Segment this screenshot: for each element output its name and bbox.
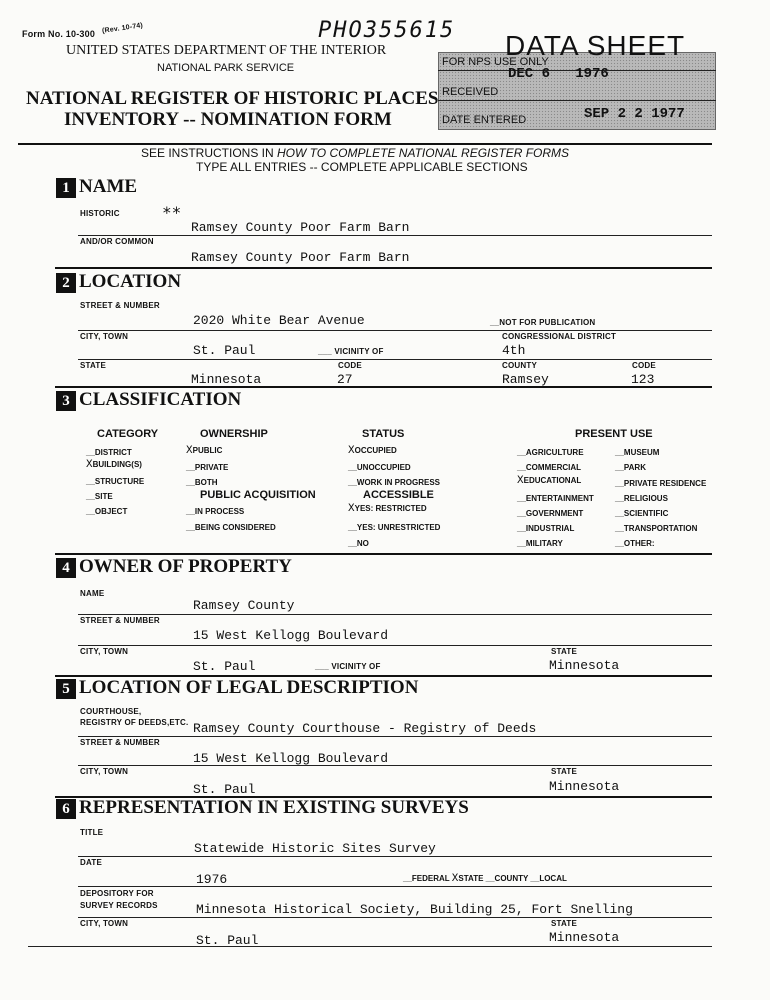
registry-of-deeds-label: REGISTRY OF DEEDS,ETC.	[80, 718, 189, 727]
courthouse-label: COURTHOUSE,	[80, 707, 142, 716]
survey-date-label: DATE	[80, 858, 102, 867]
category-structure[interactable]: __STRUCTURE	[86, 477, 145, 486]
category-buildings[interactable]: XBUILDING(S)	[86, 459, 142, 471]
historic-label: HISTORIC	[80, 209, 120, 218]
use-park[interactable]: __PARK	[615, 463, 646, 472]
survey-city-label: CITY, TOWN	[80, 919, 129, 928]
rule	[78, 886, 712, 887]
status-heading: STATUS	[362, 428, 405, 440]
handwritten-id: PHO355615	[318, 18, 456, 43]
rule	[78, 765, 712, 766]
section-rule	[55, 553, 712, 555]
county-value: Ramsey	[502, 372, 549, 387]
status-work-in-progress[interactable]: __WORK IN PROGRESS	[348, 478, 441, 487]
section-title-legal-description: LOCATION OF LEGAL DESCRIPTION	[79, 677, 419, 698]
survey-title-label: TITLE	[80, 828, 104, 837]
rule	[78, 736, 712, 737]
legal-city-label: CITY, TOWN	[80, 767, 129, 776]
status-unoccupied[interactable]: __UNOCCUPIED	[348, 463, 411, 472]
common-name-value: Ramsey County Poor Farm Barn	[191, 250, 410, 265]
section-number-5: 5	[56, 679, 76, 699]
owner-city-value: St. Paul	[193, 659, 256, 674]
use-transportation[interactable]: __TRANSPORTATION	[615, 524, 698, 533]
accessible-yes-restricted[interactable]: XYES: RESTRICTED	[348, 503, 427, 515]
use-military[interactable]: __MILITARY	[517, 539, 563, 548]
state-label: STATE	[80, 361, 107, 370]
owner-name-label: NAME	[80, 589, 105, 598]
survey-state-label: STATE	[551, 919, 578, 928]
form-title-line2: INVENTORY -- NOMINATION FORM	[64, 109, 392, 130]
use-other[interactable]: __OTHER:	[615, 539, 655, 548]
county-code-label: CODE	[632, 361, 656, 370]
survey-level-checks[interactable]: __FEDERAL XSTATE __COUNTY __LOCAL	[403, 873, 567, 885]
use-private-residence[interactable]: __PRIVATE RESIDENCE	[615, 479, 707, 488]
section-number-4: 4	[56, 558, 76, 578]
category-heading: CATEGORY	[97, 428, 159, 440]
acquisition-in-process[interactable]: __IN PROCESS	[186, 507, 245, 516]
owner-name-value: Ramsey County	[193, 598, 295, 613]
section-title-surveys: REPRESENTATION IN EXISTING SURVEYS	[79, 797, 469, 818]
owner-street-value: 15 West Kellogg Boulevard	[193, 628, 389, 643]
public-acquisition-heading: PUBLIC ACQUISITION	[200, 489, 316, 501]
courthouse-value: Ramsey County Courthouse - Registry of Deeds	[193, 721, 537, 736]
rule	[78, 235, 712, 236]
ownership-private[interactable]: __PRIVATE	[186, 463, 229, 472]
rule	[78, 359, 712, 360]
use-agriculture[interactable]: __AGRICULTURE	[517, 448, 584, 457]
ownership-heading: OWNERSHIP	[200, 428, 268, 440]
date-entered-label: DATE ENTERED	[442, 114, 527, 126]
rule	[78, 330, 712, 331]
state-code-label: CODE	[338, 361, 362, 370]
owner-vicinity-label: ___ VICINITY OF	[315, 662, 381, 671]
depository-label-line1: DEPOSITORY FOR	[80, 889, 154, 898]
use-religious[interactable]: __RELIGIOUS	[615, 494, 668, 503]
acquisition-being-considered[interactable]: __BEING CONSIDERED	[186, 523, 276, 532]
owner-state-value: Minnesota	[549, 658, 620, 673]
data-sheet-stamp: DATA SHEET	[505, 30, 686, 61]
legal-city-value: St. Paul	[193, 782, 256, 797]
received-label: RECEIVED	[442, 86, 499, 98]
footer-rule	[28, 946, 712, 947]
depository-label-line2: SURVEY RECORDS	[80, 901, 158, 910]
service-name: NATIONAL PARK SERVICE	[157, 62, 295, 74]
owner-state-label: STATE	[551, 647, 578, 656]
historic-name-value: Ramsey County Poor Farm Barn	[191, 220, 410, 235]
accessible-heading: ACCESSIBLE	[363, 489, 434, 501]
ownership-public[interactable]: XPUBLIC	[186, 445, 223, 457]
rule	[78, 645, 712, 646]
nps-use-only-label: FOR NPS USE ONLY	[442, 56, 549, 68]
section-number-2: 2	[56, 273, 76, 293]
status-occupied[interactable]: XOCCUPIED	[348, 445, 397, 457]
county-label: COUNTY	[502, 361, 537, 370]
legal-street-label: STREET & NUMBER	[80, 738, 160, 747]
section-title-name: NAME	[79, 176, 138, 197]
section-number-6: 6	[56, 799, 76, 819]
legal-street-value: 15 West Kellogg Boulevard	[193, 751, 389, 766]
state-value: Minnesota	[191, 372, 262, 387]
nps-divider-2	[438, 100, 716, 101]
handwritten-asterisks: **	[162, 203, 182, 222]
use-entertainment[interactable]: __ENTERTAINMENT	[517, 494, 594, 503]
accessible-no[interactable]: __NO	[348, 539, 369, 548]
rule	[78, 614, 712, 615]
section-title-classification: CLASSIFICATION	[79, 389, 242, 410]
owner-city-label: CITY, TOWN	[80, 647, 129, 656]
state-code-value: 27	[337, 372, 353, 387]
survey-date-value: 1976	[196, 872, 228, 887]
street-number-value: 2020 White Bear Avenue	[193, 313, 365, 328]
form-number: Form No. 10-300	[22, 29, 96, 39]
section-number-3: 3	[56, 391, 76, 411]
congressional-district-label: CONGRESSIONAL DISTRICT	[502, 332, 617, 341]
owner-street-label: STREET & NUMBER	[80, 616, 160, 625]
use-commercial[interactable]: __COMMERCIAL	[517, 463, 582, 472]
header-rule	[18, 143, 712, 145]
category-district[interactable]: __DISTRICT	[86, 448, 132, 457]
legal-state-label: STATE	[551, 767, 578, 776]
depository-value: Minnesota Historical Society, Building 25, Fort Snelling	[196, 902, 633, 917]
street-number-label: STREET & NUMBER	[80, 301, 160, 310]
city-value: St. Paul	[193, 343, 256, 358]
ownership-both[interactable]: __BOTH	[186, 478, 218, 487]
accessible-yes-unrestricted[interactable]: __YES: UNRESTRICTED	[348, 523, 441, 532]
section-rule	[55, 267, 712, 269]
not-for-publication-label: __NOT FOR PUBLICATION	[490, 318, 596, 327]
common-name-label: AND/OR COMMON	[80, 237, 154, 246]
category-site[interactable]: __SITE	[86, 492, 113, 501]
survey-state-value: Minnesota	[549, 930, 620, 945]
department-name: UNITED STATES DEPARTMENT OF THE INTERIOR	[66, 43, 387, 58]
legal-state-value: Minnesota	[549, 779, 620, 794]
survey-city-value: St. Paul	[196, 933, 259, 948]
city-town-label: CITY, TOWN	[80, 332, 129, 341]
vicinity-label: ___ VICINITY OF	[318, 347, 384, 356]
use-government[interactable]: __GOVERNMENT	[517, 509, 584, 518]
section-title-location: LOCATION	[79, 271, 182, 292]
instructions-line1: SEE INSTRUCTIONS IN HOW TO COMPLETE NATIONAL REGISTER FORMS	[141, 146, 570, 160]
date-entered-stamp: SEP 2 2 1977	[584, 106, 685, 122]
use-industrial[interactable]: __INDUSTRIAL	[517, 524, 575, 533]
congressional-district-value: 4th	[502, 343, 526, 358]
form-revision: (Rev. 10-74)	[101, 22, 144, 35]
form-title-line1: NATIONAL REGISTER OF HISTORIC PLACES	[26, 88, 439, 109]
received-date-stamp: DEC 6 1976	[508, 66, 609, 82]
use-educational[interactable]: XEDUCATIONAL	[517, 475, 582, 487]
section-title-owner: OWNER OF PROPERTY	[79, 556, 292, 577]
survey-title-value: Statewide Historic Sites Survey	[194, 841, 436, 856]
rule	[78, 856, 712, 857]
present-use-heading: PRESENT USE	[575, 428, 653, 440]
instructions-line2: TYPE ALL ENTRIES -- COMPLETE APPLICABLE SECTIONS	[196, 160, 528, 174]
rule	[78, 917, 712, 918]
use-scientific[interactable]: __SCIENTIFIC	[615, 509, 669, 518]
county-code-value: 123	[631, 372, 655, 387]
section-rule	[55, 386, 712, 388]
use-museum[interactable]: __MUSEUM	[615, 448, 660, 457]
section-number-1: 1	[56, 178, 76, 198]
category-object[interactable]: __OBJECT	[86, 507, 128, 516]
